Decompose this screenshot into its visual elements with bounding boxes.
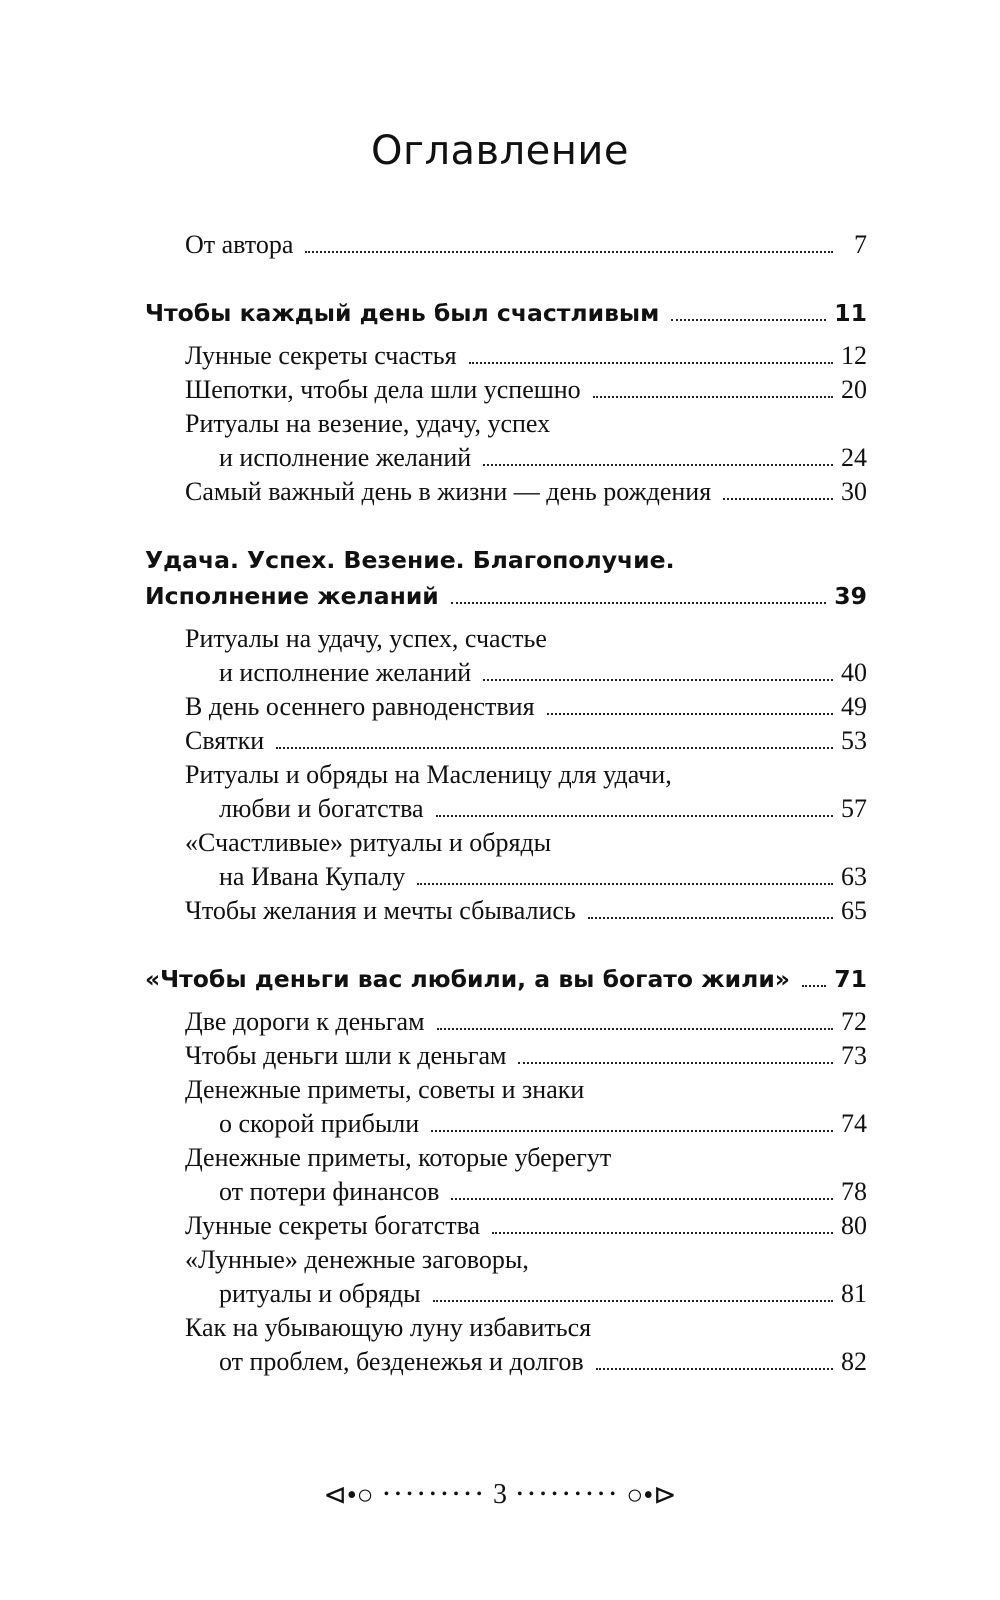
spacer [145,509,867,542]
toc-section-heading[interactable] [145,542,867,614]
dot-leader [596,1368,833,1370]
spacer [145,928,867,961]
dot-leader [723,498,833,500]
toc-page-number: 30 [841,477,867,506]
spacer [145,331,867,339]
toc-section-heading[interactable] [145,295,867,331]
table-of-contents [145,228,867,1379]
toc-entry[interactable] [145,894,867,928]
dot-leader [276,747,833,749]
spacer [145,997,867,1005]
dot-leader [437,1028,833,1030]
toc-entry[interactable] [145,1039,867,1073]
toc-entry-text: Ритуалы и обряды на Масленицу для удачи, [185,760,672,789]
dot-leader [483,464,833,466]
toc-entry[interactable] [145,1073,867,1141]
dot-leader [588,917,833,919]
toc-page-number: 82 [841,1347,867,1376]
toc-entry-text: Лунные секреты богатства [185,1211,481,1240]
dot-leader [802,985,826,987]
toc-page-number: 49 [841,692,867,721]
toc-entry-text: Как на убывающую луну избавиться [185,1313,592,1342]
toc-entry[interactable] [145,622,867,690]
toc-entry-text: Ритуалы на удачу, успех, счастье [185,624,547,653]
toc-page-number: 73 [841,1041,867,1070]
dot-leader [547,713,833,715]
toc-page-number: 74 [841,1109,867,1138]
toc-entry[interactable] [145,1209,867,1243]
toc-entry-text: Денежные приметы, советы и знаки [185,1075,585,1104]
toc-entry-text: От автора [185,230,294,259]
toc-page-number: 63 [841,862,867,891]
toc-page-number: 71 [834,965,867,993]
dot-leader [436,815,833,817]
toc-entry[interactable] [145,1005,867,1039]
toc-page-number: 20 [841,375,867,404]
page-title: Оглавление [370,128,630,174]
toc-entry-text: Денежные приметы, которые уберегут [185,1143,612,1172]
toc-page-number: 80 [841,1211,867,1240]
toc-entry-text: ритуалы и обряды [219,1279,421,1308]
toc-entry-text: «Чтобы деньги вас любили, а вы богато жили» [145,965,790,993]
toc-page-number: 24 [841,443,867,472]
dot-leader [417,883,833,885]
page-number: 3 [493,1479,507,1510]
toc-page-number: 53 [841,726,867,755]
toc-entry[interactable] [145,407,867,475]
toc-page-number: 7 [854,230,867,259]
toc-page-number: 11 [834,299,867,327]
footer-dots-left: • • • • • • • • • [383,1486,483,1503]
toc-entry[interactable] [145,1311,867,1379]
toc-page-number: 81 [841,1279,867,1308]
toc-entry[interactable] [145,339,867,373]
toc-entry-text: Чтобы деньги шли к деньгам [185,1041,507,1070]
toc-entry-text: Две дороги к деньгам [185,1007,425,1036]
toc-entry[interactable] [145,826,867,894]
toc-entry-text: Ритуалы на везение, удачу, успех [185,409,551,438]
toc-page-number: 57 [841,794,867,823]
toc-entry-text: на Ивана Купалу [219,862,406,891]
toc-entry-text: Чтобы каждый день был счастливым [145,299,660,327]
toc-entry-text: Самый важный день в жизни — день рождения [185,477,712,506]
toc-entry[interactable] [145,228,867,262]
toc-section-heading[interactable] [145,961,867,997]
dot-leader [431,1130,833,1132]
toc-page-number: 12 [841,341,867,370]
toc-entry-text: Лунные секреты счастья [185,341,457,370]
left-ornament-icon: ⊲•○ [323,1480,374,1511]
toc-page-number: 78 [841,1177,867,1206]
spacer [145,614,867,622]
footer-dots-right: • • • • • • • • • [517,1486,617,1503]
toc-entry-text: Удача. Успех. Везение. Благополучие. [145,546,675,574]
toc-entry[interactable] [145,724,867,758]
toc-entry-text: В день осеннего равноденствия [185,692,535,721]
toc-entry-text: о скорой прибыли [219,1109,420,1138]
toc-entry-text: «Лунные» денежные заговоры, [185,1245,529,1274]
dot-leader [469,362,833,364]
toc-entry-text: и исполнение желаний [219,443,472,472]
toc-entry[interactable] [145,758,867,826]
toc-entry-text: «Счастливые» ритуалы и обряды [185,828,552,857]
dot-leader [451,1198,833,1200]
dot-leader [483,679,833,681]
toc-page-number: 65 [841,896,867,925]
toc-entry[interactable] [145,475,867,509]
toc-entry-text: Чтобы желания и мечты сбывались [185,896,576,925]
dot-leader [451,602,827,604]
dot-leader [671,319,826,321]
toc-entry-text: от проблем, безденежья и долгов [219,1347,584,1376]
toc-entry-text: Шепотки, чтобы дела шли успешно [185,375,581,404]
toc-page-number: 72 [841,1007,867,1036]
dot-leader [518,1062,833,1064]
dot-leader [593,396,833,398]
right-ornament-icon: ○•⊳ [626,1480,677,1511]
toc-page-number: 40 [841,658,867,687]
dot-leader [492,1232,833,1234]
dot-leader [433,1300,833,1302]
toc-entry-text: и исполнение желаний [219,658,472,687]
toc-entry[interactable] [145,690,867,724]
spacer [145,262,867,295]
toc-page-number: 39 [834,582,867,610]
toc-entry[interactable] [145,373,867,407]
toc-entry-text: Святки [185,726,265,755]
toc-entry-text: любви и богатства [219,794,424,823]
toc-entry[interactable] [145,1243,867,1311]
toc-entry[interactable] [145,1141,867,1209]
toc-entry-text: от потери финансов [219,1177,440,1206]
page-footer [0,1478,1000,1512]
toc-entry-text: Исполнение желаний [145,582,439,610]
dot-leader [305,251,833,253]
